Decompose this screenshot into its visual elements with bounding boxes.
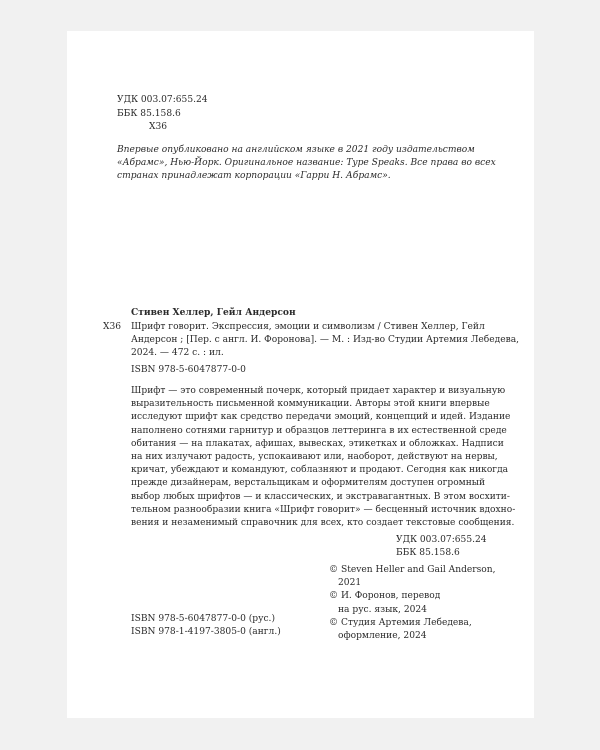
copyright-notices xyxy=(329,564,496,643)
copyright-line: оформление, 2024 xyxy=(338,631,427,642)
first-published-line: странах принадлежат корпорации «Гарри Н. Абрамс». xyxy=(117,171,391,182)
bbk-code-bottom: ББК 85.158.6 xyxy=(396,548,460,558)
annotation-line: наполнено сотнями гарнитур и образцов леттеринга в их естественной среде xyxy=(131,425,507,436)
copyright-line: © И. Форонов, перевод xyxy=(329,591,441,602)
copyright-line: © Steven Heller and Gail Anderson, xyxy=(329,565,496,575)
first-published-line: Впервые опубликовано на английском языке в 2021 году издательством xyxy=(117,145,475,155)
annotation-line: прежде дизайнерам, верстальщикам и оформителям доступен огромный xyxy=(131,478,486,489)
bbk-code: ББК 85.158.6 xyxy=(117,109,181,119)
annotation-line: на них излучают радость, успокаивают или, наоборот, действуют на нервы, xyxy=(131,452,498,463)
catalog-author-mark: Х36 xyxy=(103,322,122,332)
first-published-note xyxy=(117,144,496,184)
isbn-line: ISBN 978-5-6047877-0-0 (рус.) xyxy=(131,614,275,624)
annotation-line: исследуют шрифт как средство передачи эмоций, концепций и идей. Издание xyxy=(131,412,511,423)
copyright-page xyxy=(67,31,534,718)
udk-code: УДК 003.07:655.24 xyxy=(117,95,208,105)
annotation-line: выразительность письменной коммуникации. Авторы этой книги впервые xyxy=(131,399,490,410)
copyright-line: 2021 xyxy=(338,578,362,589)
isbn-list xyxy=(131,613,281,639)
isbn-line: ISBN 978-1-4197-3805-0 (англ.) xyxy=(131,627,281,638)
annotation-line: выбор любых шрифтов — и классических, и экстравагантных. В этом восхити- xyxy=(131,491,510,502)
udk-code-bottom: УДК 003.07:655.24 xyxy=(396,535,487,545)
catalog-description-line: Шрифт говорит. Экспрессия, эмоции и символизм / Стивен Хеллер, Гейл xyxy=(131,322,485,332)
catalog-description xyxy=(131,321,519,361)
annotation-line: кричат, убеждают и командуют, соблазняют и продают. Сегодня как никогда xyxy=(131,465,509,476)
annotation-line: вения и незаменимый справочник для всех, кто создает текстовые сообщения. xyxy=(131,518,515,529)
catalog-isbn: ISBN 978-5-6047877-0-0 xyxy=(131,365,246,375)
annotation-line: Шрифт — это современный почерк, который придает характер и визуальную xyxy=(131,386,506,396)
author-mark: Х36 xyxy=(149,122,168,132)
first-published-line: «Абрамс», Нью-Йорк. Оригинальное название: Type Speaks. Все права во всех xyxy=(117,158,496,169)
annotation-paragraph xyxy=(131,385,515,530)
annotation-line: обитания — на плакатах, афишах, вывесках, этикетках и обложках. Надписи xyxy=(131,438,504,449)
authors-heading: Стивен Хеллер, Гейл Андерсон xyxy=(131,307,296,318)
catalog-description-line: 2024. — 472 с. : ил. xyxy=(131,348,224,359)
annotation-line: тельном разнообразии книга «Шрифт говорит» — бесценный источник вдохно- xyxy=(131,504,516,515)
copyright-line: © Студия Артемия Лебедева, xyxy=(329,617,472,628)
copyright-line: на рус. язык, 2024 xyxy=(338,604,427,615)
catalog-description-line: Андерсон ; [Пер. с англ. И. Форонова]. — М. : Изд-во Студии Артемия Лебедева, xyxy=(131,335,520,346)
